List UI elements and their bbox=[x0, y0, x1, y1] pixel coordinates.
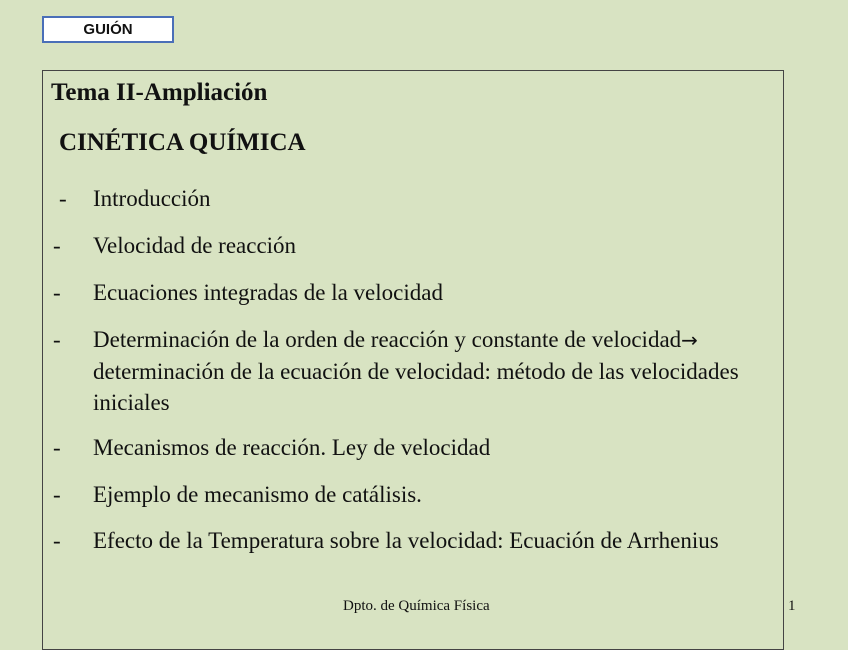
list-bullet: - bbox=[53, 327, 61, 352]
guion-label-text: GUIÓN bbox=[83, 21, 133, 38]
list-item-text bbox=[93, 324, 763, 418]
footer-text: Dpto. de Química Física bbox=[343, 598, 490, 614]
list-bullet: - bbox=[59, 186, 67, 211]
list-item-text: Ecuaciones integradas de la velocidad bbox=[93, 280, 443, 305]
list-item-text-part2: determinación de la ecuación de velocidad: método de las velocidades iniciales bbox=[93, 359, 739, 415]
slide-title: Tema II-Ampliación bbox=[51, 79, 268, 106]
list-item-text: Mecanismos de reacción. Ley de velocidad bbox=[93, 435, 491, 460]
list-bullet: - bbox=[53, 528, 61, 553]
list-bullet: - bbox=[53, 233, 61, 258]
list-bullet: - bbox=[53, 280, 61, 305]
content-box bbox=[42, 70, 784, 650]
list-item-text: Introducción bbox=[93, 186, 211, 211]
list-bullet: - bbox=[53, 482, 61, 507]
list-bullet: - bbox=[53, 435, 61, 460]
list-item-text: Velocidad de reacción bbox=[93, 233, 297, 258]
list-item-text: Ejemplo de mecanismo de catálisis. bbox=[93, 482, 422, 507]
guion-label bbox=[42, 16, 174, 43]
list-item-text: Efecto de la Temperatura sobre la velocidad: Ecuación de Arrhenius bbox=[93, 528, 719, 553]
slide-subtitle: CINÉTICA QUÍMICA bbox=[59, 129, 306, 156]
page-number: 1 bbox=[788, 598, 796, 614]
arrow-icon: → bbox=[681, 328, 698, 352]
list-item-text-part1: Determinación de la orden de reacción y constante de velocidad bbox=[93, 327, 682, 352]
